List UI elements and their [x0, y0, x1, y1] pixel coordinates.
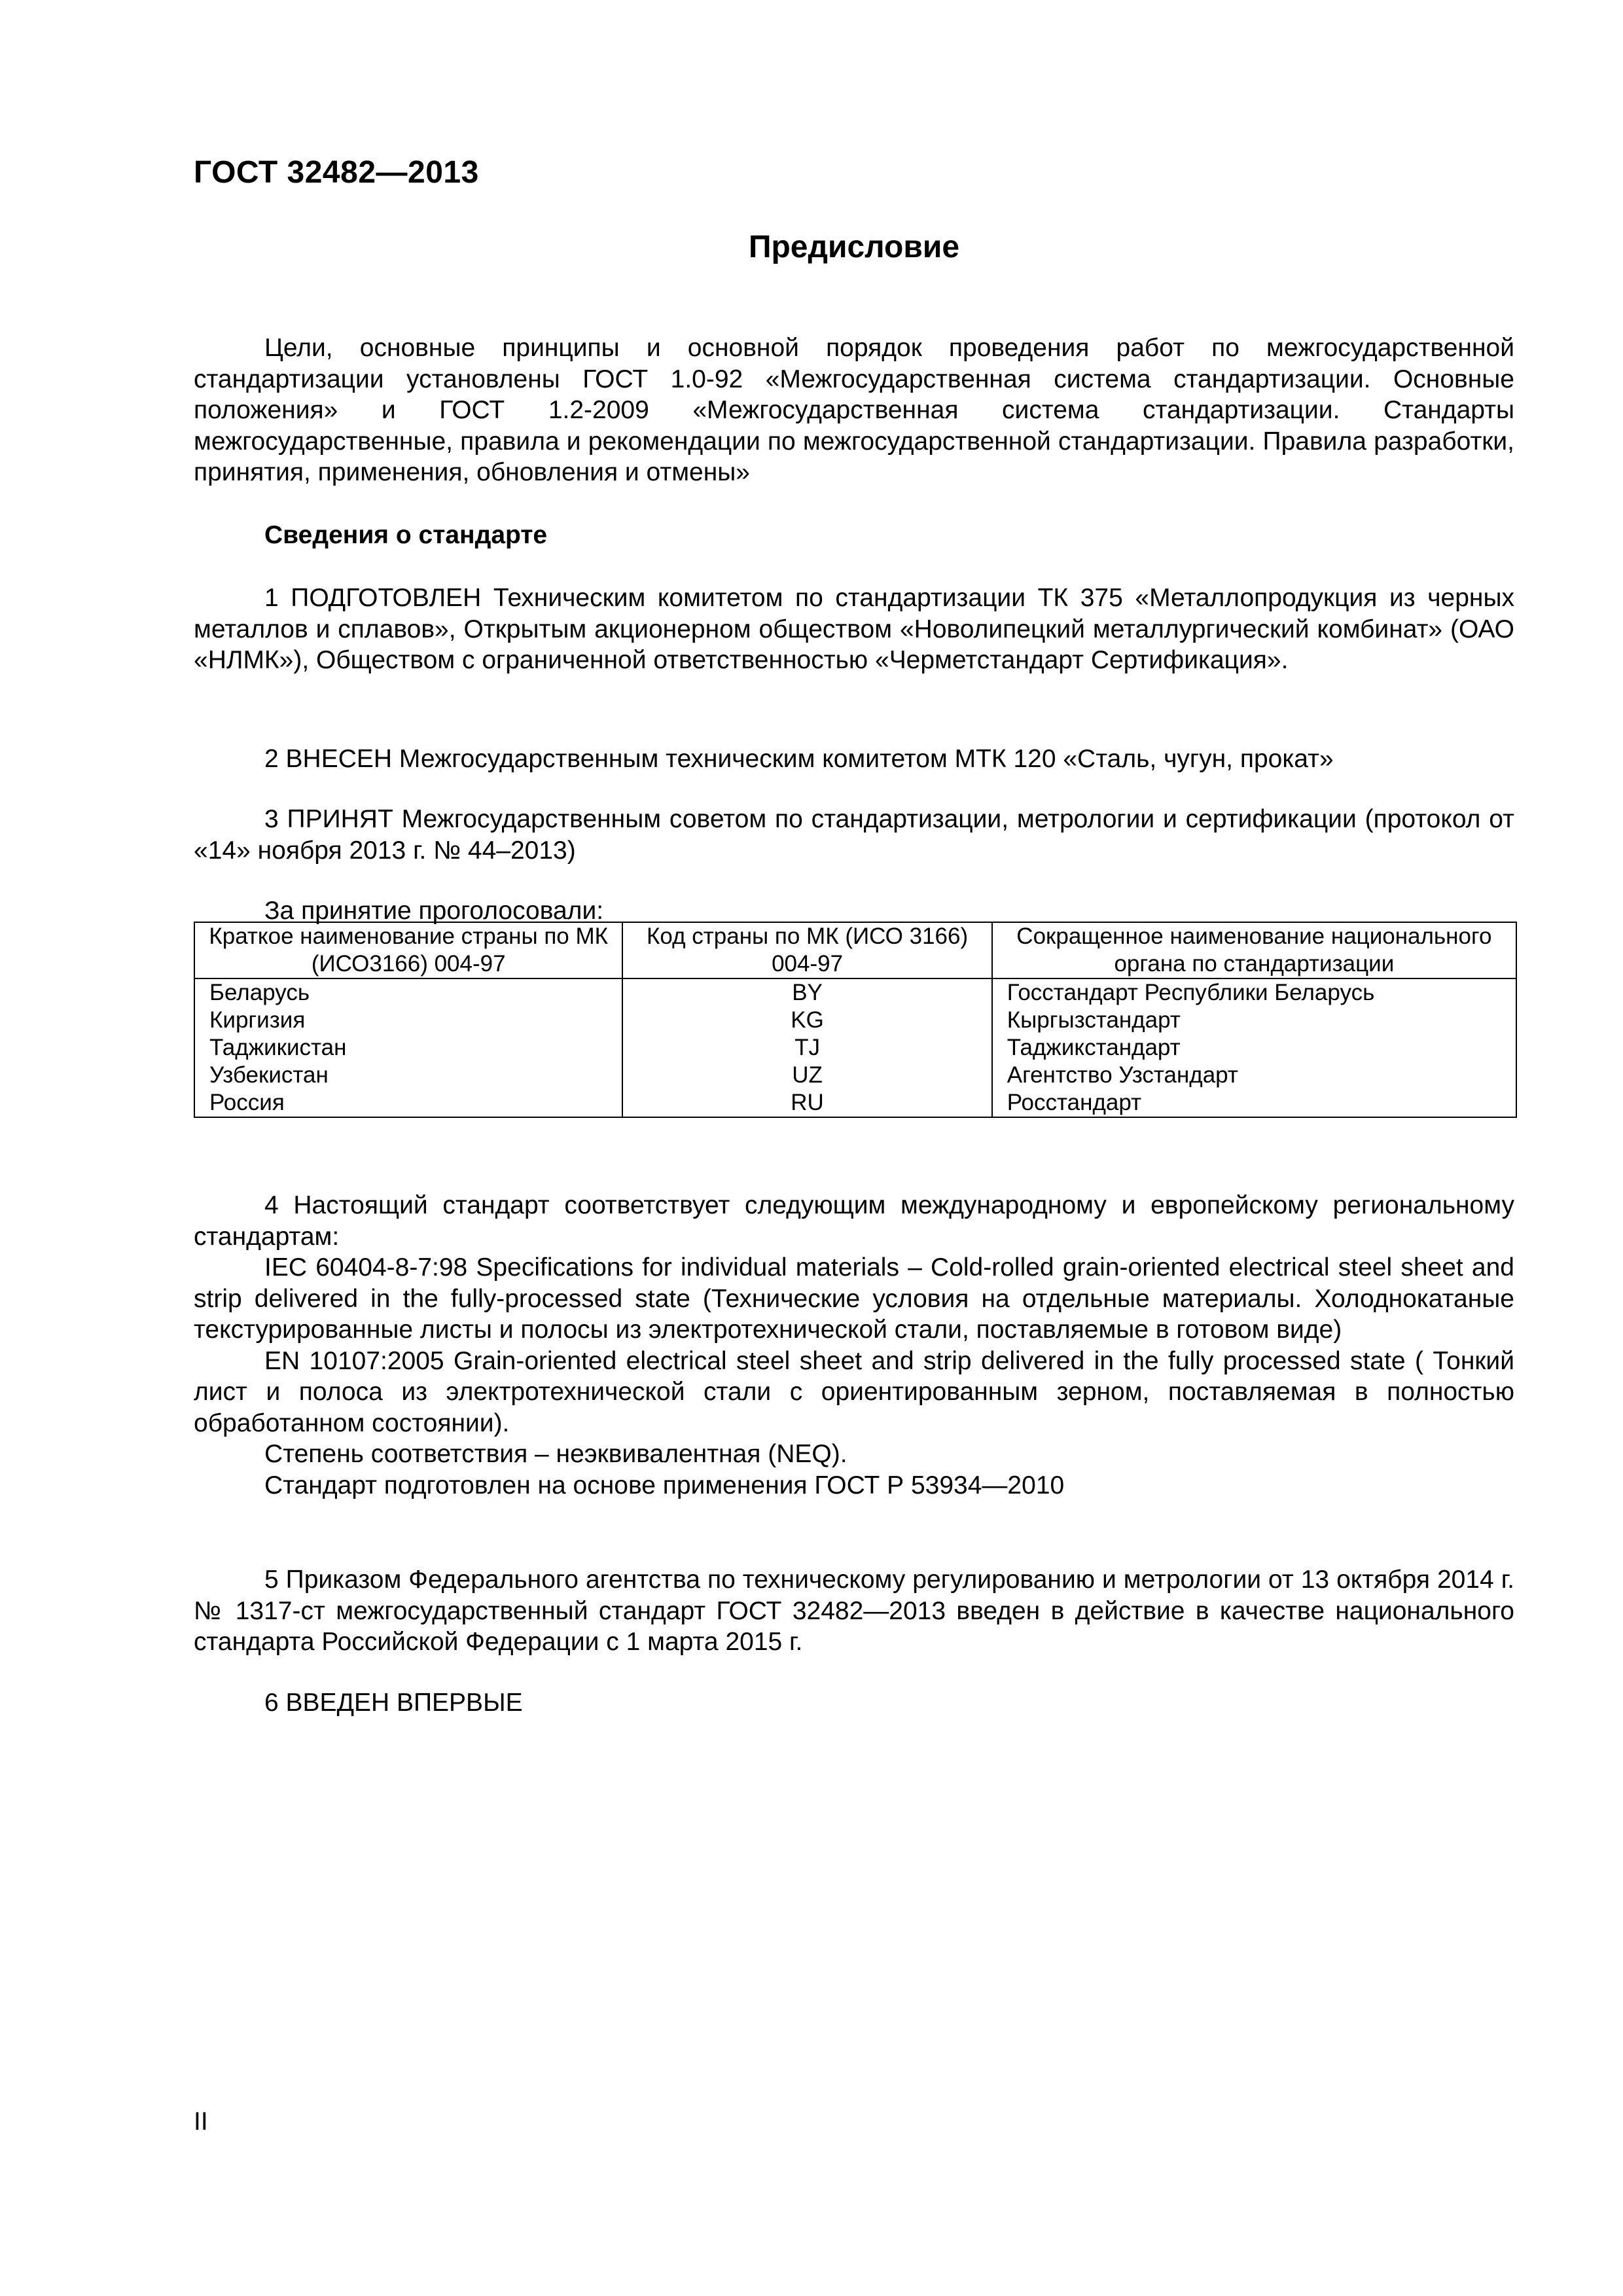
table-header-row: [194, 922, 1516, 978]
page-title: Предисловие: [748, 230, 960, 264]
standard-info-heading-block: [194, 520, 1514, 551]
country-code: TJ: [622, 1034, 991, 1062]
table-row: [194, 1034, 1516, 1062]
country-name: Россия: [194, 1089, 622, 1117]
item-1-block: [194, 583, 1514, 676]
country-name: Киргизия: [194, 1007, 622, 1034]
country-code: KG: [622, 1007, 991, 1034]
table-header-code: Код страны по МК (ИСО 3166) 004-97: [622, 922, 991, 978]
item-5: 5 Приказом Федерального агентства по техническому регулированию и метрологии от 13 октября 2014 г. № 1317-ст межгосударственный стандарт ГОСТ 32482—2013 введен в действие в качестве национального стандарта Российской Федерации с 1 марта 2015 г.: [194, 1566, 1514, 1656]
item-6-block: [194, 1687, 1514, 1719]
item-4-intro: 4 Настоящий стандарт соответствует следующим международному и европейскому региональному стандартам:: [194, 1191, 1514, 1251]
item-6: 6 ВВЕДЕН ВПЕРВЫЕ: [264, 1689, 523, 1717]
item-4-degree: Степень соответствия – неэквивалентная (NEQ).: [264, 1440, 847, 1468]
item-4-basis: Стандарт подготовлен на основе применения ГОСТ Р 53934—2010: [264, 1471, 1065, 1499]
agency-name: Росстандарт: [992, 1089, 1516, 1117]
country-name: Таджикистан: [194, 1034, 622, 1062]
country-code: RU: [622, 1089, 991, 1117]
table-header-agency: Сокращенное наименование национального органа по стандартизации: [992, 922, 1516, 978]
agency-name: Кыргызстандарт: [992, 1007, 1516, 1034]
item-4-block: [194, 1190, 1514, 1501]
section-heading: Сведения о стандарте: [264, 521, 548, 549]
page-number: II: [194, 2108, 208, 2136]
item-4-iec-standard: IEC 60404-8-7:98 Specifications for individual materials – Cold-rolled grain-oriented electrical steel sheet and strip delivered in the fully-processed state (Технические условия на отдельные материалы. Холоднокатаные текстурированные листы и полосы из электротехнической стали, поставляемые в готовом виде): [194, 1253, 1514, 1344]
table-header-country: Краткое наименование страны по МК (ИСО3166) 004-97: [194, 922, 622, 978]
table-row: [194, 1007, 1516, 1034]
country-code: BY: [622, 978, 991, 1007]
item-3: 3 ПРИНЯТ Межгосударственным советом по стандартизации, метрологии и сертификации (протокол от «14» ноября 2013 г. № 44–2013): [194, 805, 1514, 865]
votes-table: [194, 922, 1517, 1118]
item-4-en-standard: EN 10107:2005 Grain-oriented electrical steel sheet and strip delivered in the fully processed state ( Тонкий лист и полоса из электротехнической стали с ориентированным зерном, поставляемая в полностью обработанном состоянии).: [194, 1346, 1514, 1437]
votes-caption: За принятие проголосовали:: [264, 897, 604, 925]
agency-name: Госстандарт Республики Беларусь: [992, 978, 1516, 1007]
item-1: 1 ПОДГОТОВЛЕН Техническим комитетом по стандартизации ТК 375 «Металлопродукция из черных металлов и сплавов», Открытым акционерном обществом «Новолипецкий металлургический комбинат» (ОАО «НЛМК»), Обществом с ограниченной ответственностью «Черметстандарт Сертификация».: [194, 584, 1514, 674]
country-name: Беларусь: [194, 978, 622, 1007]
document-code: ГОСТ 32482—2013: [194, 155, 479, 190]
country-name: Узбекистан: [194, 1062, 622, 1089]
intro-paragraph: Цели, основные принципы и основной порядок проведения работ по межгосударственной стандартизации установлены ГОСТ 1.0-92 «Межгосударственная система стандартизации. Основные положения» и ГОСТ 1.2-2009 «Межгосударственная система стандартизации. Стандарты межгосударственные, правила и рекомендации по межгосударственной стандартизации. Правила разработки, принятия, применения, обновления и отмены»: [194, 334, 1514, 486]
item-2-block: [194, 744, 1514, 775]
item-2: 2 ВНЕСЕН Межгосударственным техническим комитетом МТК 120 «Сталь, чугун, прокат»: [264, 745, 1334, 773]
table-row: [194, 978, 1516, 1007]
table-row: [194, 1062, 1516, 1089]
country-code: UZ: [622, 1062, 991, 1089]
item-3-block: [194, 804, 1514, 866]
item-5-block: [194, 1564, 1514, 1658]
intro-section: [194, 332, 1514, 488]
table-row: [194, 1089, 1516, 1117]
agency-name: Агентство Узстандарт: [992, 1062, 1516, 1089]
agency-name: Таджикстандарт: [992, 1034, 1516, 1062]
